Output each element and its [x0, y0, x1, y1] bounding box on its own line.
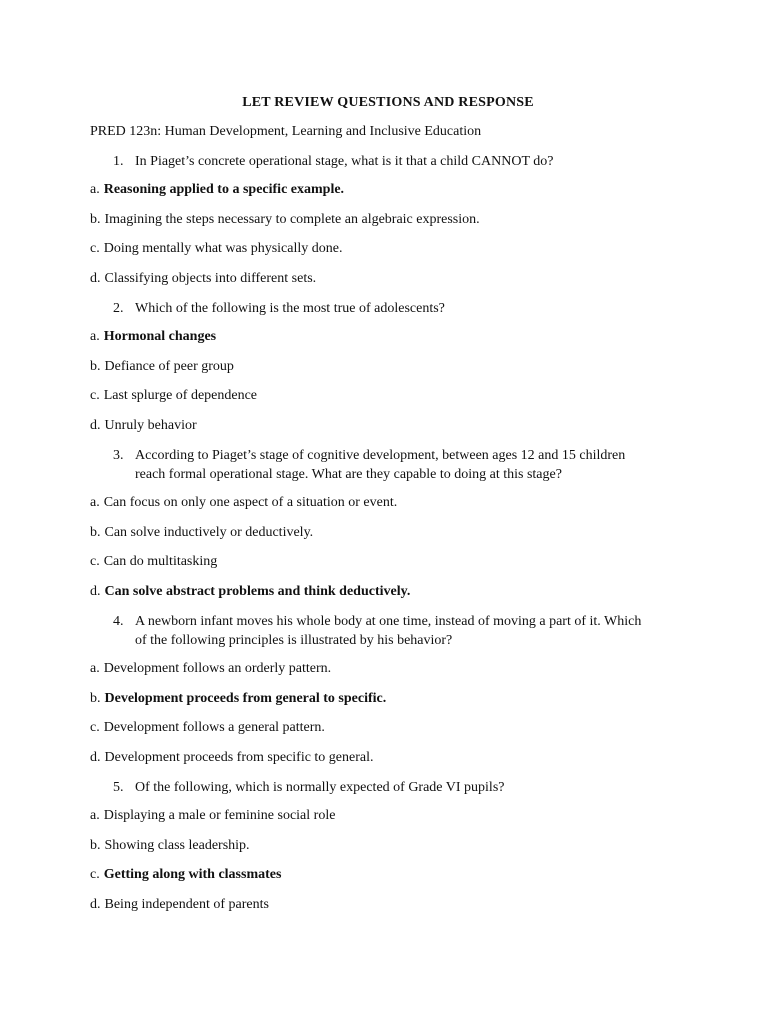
choice-text: Development follows an orderly pattern. — [103, 661, 332, 676]
answer-choice — [90, 417, 708, 447]
answer-choice — [90, 896, 708, 926]
answer-choice-correct — [90, 866, 708, 896]
document-title: LET REVIEW QUESTIONS AND RESPONSE — [242, 95, 534, 110]
choice-letter: d. — [90, 896, 101, 912]
question-block — [90, 778, 708, 925]
choice-text: Development proceeds from specific to general. — [104, 749, 374, 765]
choice-text: Imagining the steps necessary to complete an algebraic expression. — [104, 211, 480, 227]
question-stem — [90, 446, 708, 484]
answer-choice-correct — [90, 328, 708, 358]
choice-letter: a. — [90, 808, 100, 823]
question-block — [90, 612, 708, 778]
question-text: Of the following, which is normally expected of Grade VI pupils? — [135, 780, 505, 795]
choice-text: Development proceeds from general to specific. — [104, 690, 387, 706]
question-number: 1. — [113, 154, 124, 169]
course-heading: PRED 123n: Human Development, Learning and Inclusive Education — [90, 124, 482, 139]
choice-text: Showing class leadership. — [104, 837, 250, 853]
choice-text: Development follows a general pattern. — [103, 720, 325, 735]
choice-letter: d. — [90, 749, 101, 765]
choice-text: Can solve inductively or deductively. — [104, 524, 314, 540]
choice-letter: c. — [90, 720, 100, 735]
question-block — [90, 152, 708, 299]
choice-letter: c. — [90, 388, 100, 403]
choice-text: Being independent of parents — [104, 896, 269, 912]
choice-letter: a. — [90, 329, 100, 344]
answer-choice — [90, 211, 708, 241]
answer-choice — [90, 358, 708, 388]
question-text: A newborn infant moves his whole body at one time, instead of moving a part of it. Which of the following principles is illustrated by his behavior? — [135, 614, 642, 648]
question-text: Which of the following is the most true of adolescents? — [135, 301, 445, 316]
choice-text: Doing mentally what was physically done. — [103, 241, 343, 256]
choice-text: Displaying a male or feminine social role — [103, 808, 336, 823]
answer-choice — [90, 719, 708, 749]
choice-letter: d. — [90, 417, 101, 433]
question-block — [90, 299, 708, 446]
question-stem — [90, 612, 708, 650]
choice-text: Getting along with classmates — [103, 867, 282, 882]
answer-choice-correct — [90, 583, 708, 613]
question-block — [90, 446, 708, 612]
choice-letter: b. — [90, 524, 101, 540]
choice-text: Defiance of peer group — [104, 358, 234, 374]
choice-letter: d. — [90, 583, 101, 599]
answer-choice-correct — [90, 181, 708, 211]
choice-text: Reasoning applied to a specific example. — [103, 182, 345, 197]
question-stem — [90, 299, 708, 318]
choice-letter: c. — [90, 867, 100, 882]
choice-letter: a. — [90, 661, 100, 676]
answer-choice — [90, 270, 708, 300]
answer-choice — [90, 553, 708, 583]
choice-letter: b. — [90, 837, 101, 853]
question-number: 2. — [113, 301, 124, 316]
question-stem — [90, 152, 708, 171]
question-number: 5. — [113, 780, 124, 795]
answer-choice — [90, 660, 708, 690]
answer-choice — [90, 749, 708, 779]
choice-letter: c. — [90, 554, 100, 569]
question-text: According to Piaget’s stage of cognitive development, between ages 12 and 15 children reach formal operational stage. What are they capable to doing at this stage? — [135, 448, 626, 482]
choice-text: Classifying objects into different sets. — [104, 270, 317, 286]
choice-letter: d. — [90, 270, 101, 286]
answer-choice-correct — [90, 690, 708, 720]
answer-choice — [90, 240, 708, 270]
question-stem — [90, 778, 708, 797]
question-number: 3. — [113, 448, 124, 463]
choice-text: Can focus on only one aspect of a situation or event. — [103, 495, 398, 510]
answer-choice — [90, 807, 708, 837]
answer-choice — [90, 837, 708, 867]
question-list — [90, 152, 708, 925]
choice-letter: a. — [90, 182, 100, 197]
choice-letter: a. — [90, 495, 100, 510]
choice-letter: b. — [90, 690, 101, 706]
choice-letter: b. — [90, 211, 101, 227]
question-number: 4. — [113, 614, 124, 629]
choice-letter: c. — [90, 241, 100, 256]
choice-letter: b. — [90, 358, 101, 374]
answer-choice — [90, 494, 708, 524]
answer-choice — [90, 524, 708, 554]
choice-text: Can solve abstract problems and think deductively. — [104, 583, 411, 599]
answer-choice — [90, 387, 708, 417]
choice-text: Last splurge of dependence — [103, 388, 258, 403]
choice-text: Unruly behavior — [104, 417, 197, 433]
choice-text: Can do multitasking — [103, 554, 218, 569]
question-text: In Piaget’s concrete operational stage, what is it that a child CANNOT do? — [135, 154, 554, 169]
choice-text: Hormonal changes — [103, 329, 217, 344]
